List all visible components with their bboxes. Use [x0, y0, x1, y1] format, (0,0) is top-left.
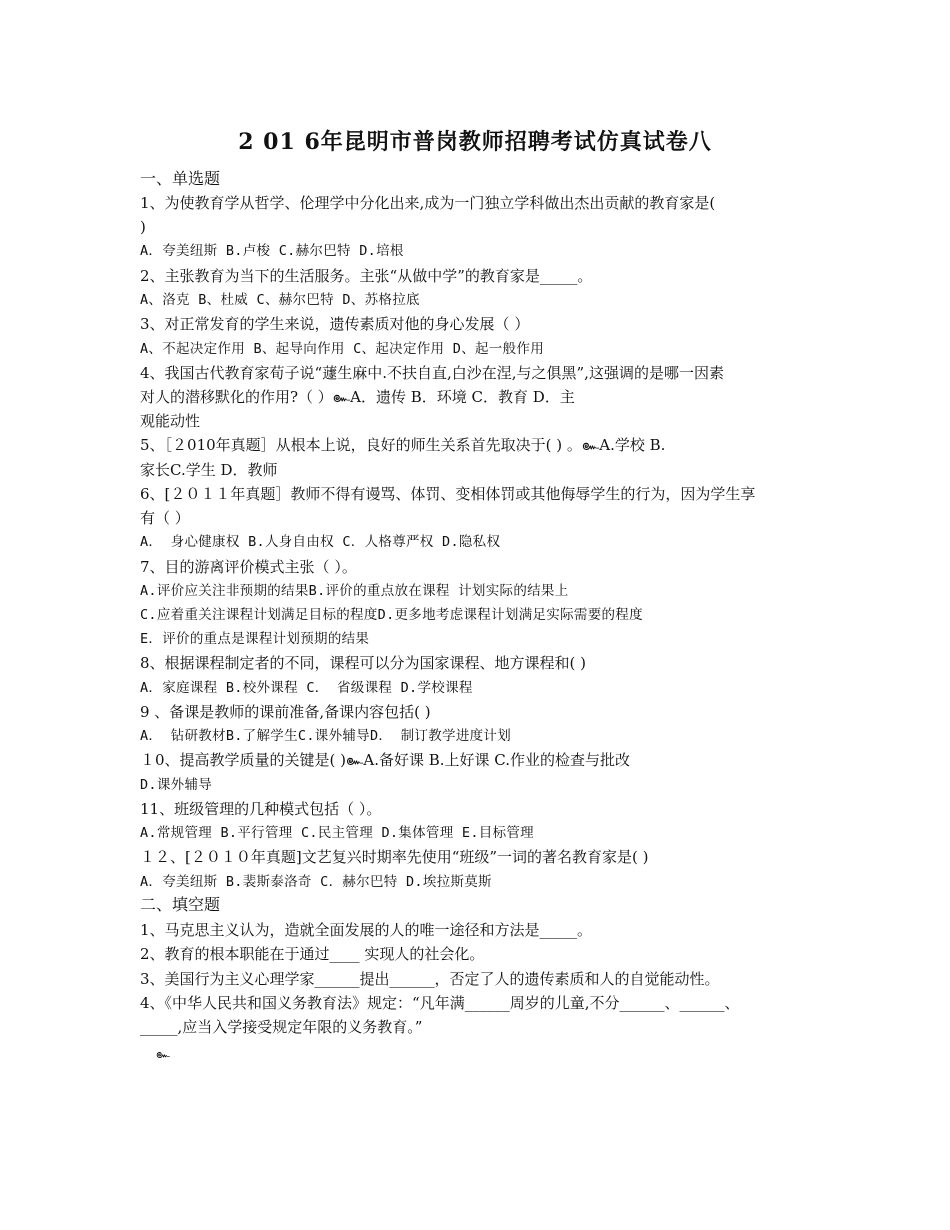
question-line: 4、《中华人民共和国义务教育法》规定：“凡年满______周岁的儿童,不分______、______、 — [140, 994, 740, 1012]
options-line: A.常规管理 B.平行管理 C.民主管理 D.集体管理 E.目标管理 — [140, 825, 534, 841]
question-line: 9 、备课是教师的课前准备,备课内容包括( ) — [140, 703, 431, 721]
question-line: 观能动性 — [140, 412, 201, 430]
options-line: A．夸美纽斯 B.卢梭 C.赫尔巴特 D.培根 — [140, 243, 404, 259]
question-line: 2、教育的根本职能在于通过____ 实现人的社会化。 — [140, 945, 485, 963]
question-line: 1、马克思主义认为，造就全面发展的人的唯一途径和方法是_____。 — [140, 921, 593, 939]
question-line: 有（ ） — [140, 509, 190, 527]
options-line: C.应着重关注课程计划满足目标的程度D.更多地考虑课程计划满足实际需要的程度 — [140, 607, 643, 623]
section-heading-fill-in: 二、填空题 — [140, 895, 221, 914]
question-line: 对人的潜移默化的作用?（ ）๛A．遗传 B．环境 C．教育 D．主 — [140, 388, 575, 406]
options-line: E．评价的重点是课程计划预期的结果 — [140, 631, 370, 647]
question-line: 6、[２０１１年真题］教师不得有谩骂、体罚、变相体罚或其他侮辱学生的行为，因为学生享 — [140, 485, 756, 503]
options-line: A．夸美纽斯 B.裴斯泰洛奇 C．赫尔巴特 D.埃拉斯莫斯 — [140, 874, 492, 890]
options-line: A、洛克 B、杜威 C、赫尔巴特 D、苏格拉底 — [140, 292, 420, 308]
question-line: １0、提高教学质量的关键是( )๛A.备好课 B.上好课 C.作业的检查与批改 — [140, 751, 631, 769]
question-line: ) — [140, 218, 146, 236]
footer-mark: ๛ — [156, 1047, 170, 1061]
options-line: A．家庭课程 B.校外课程 C． 省级课程 D.学校课程 — [140, 680, 473, 696]
options-line: A.评价应关注非预期的结果B.评价的重点放在课程 计划实际的结果上 — [140, 583, 569, 599]
question-line: 11、班级管理的几种模式包括（ ）。 — [140, 800, 382, 818]
options-line: A、不起决定作用 B、起导向作用 C、起决定作用 D、起一般作用 — [140, 341, 544, 357]
question-line: 8、根据课程制定者的不同，课程可以分为国家课程、地方课程和( ) — [140, 654, 587, 672]
question-line: 4、我国古代教育家荀子说“蘧生麻中.不扶自直,白沙在涅,与之俱黑”,这强调的是哪一因素 — [140, 364, 724, 382]
question-line: _____,应当入学接受规定年限的义务教育。” — [140, 1018, 423, 1036]
question-line: １２、[２０１０年真题]文艺复兴时期率先使用“班级”一词的著名教育家是( ) — [140, 848, 649, 866]
options-line: D.课外辅导 — [140, 777, 213, 793]
options-line: A． 钻研教材B.了解学生C.课外辅导D． 制订教学进度计划 — [140, 728, 512, 744]
page-title: 2 01 6年昆明市普岗教师招聘考试仿真试卷八 — [238, 129, 712, 155]
question-line: 7、目的游离评价模式主张（ ）。 — [140, 558, 357, 576]
question-line: 3、对正常发育的学生来说，遗传素质对他的身心发展（ ） — [140, 315, 530, 333]
question-line: 5、［２010年真题］从根本上说，良好的师生关系首先取决于( ) 。๛A.学校 B. — [140, 436, 666, 454]
question-line: 3、美国行为主义心理学家______提出______，否定了人的遗传素质和人的自觉能动性。 — [140, 970, 720, 988]
section-heading-single-choice: 一、单选题 — [140, 169, 221, 188]
question-line: 家长C.学生 D．教师 — [140, 461, 278, 479]
question-line: 1、为使教育学从哲学、伦理学中分化出来,成为一门独立学科做出杰出贡献的教育家是( — [140, 194, 716, 212]
question-line: 2、主张教育为当下的生活服务。主张“从做中学”的教育家是_____。 — [140, 267, 593, 285]
options-line: A． 身心健康权 B.人身自由权 C．人格尊严权 D.隐私权 — [140, 534, 501, 550]
